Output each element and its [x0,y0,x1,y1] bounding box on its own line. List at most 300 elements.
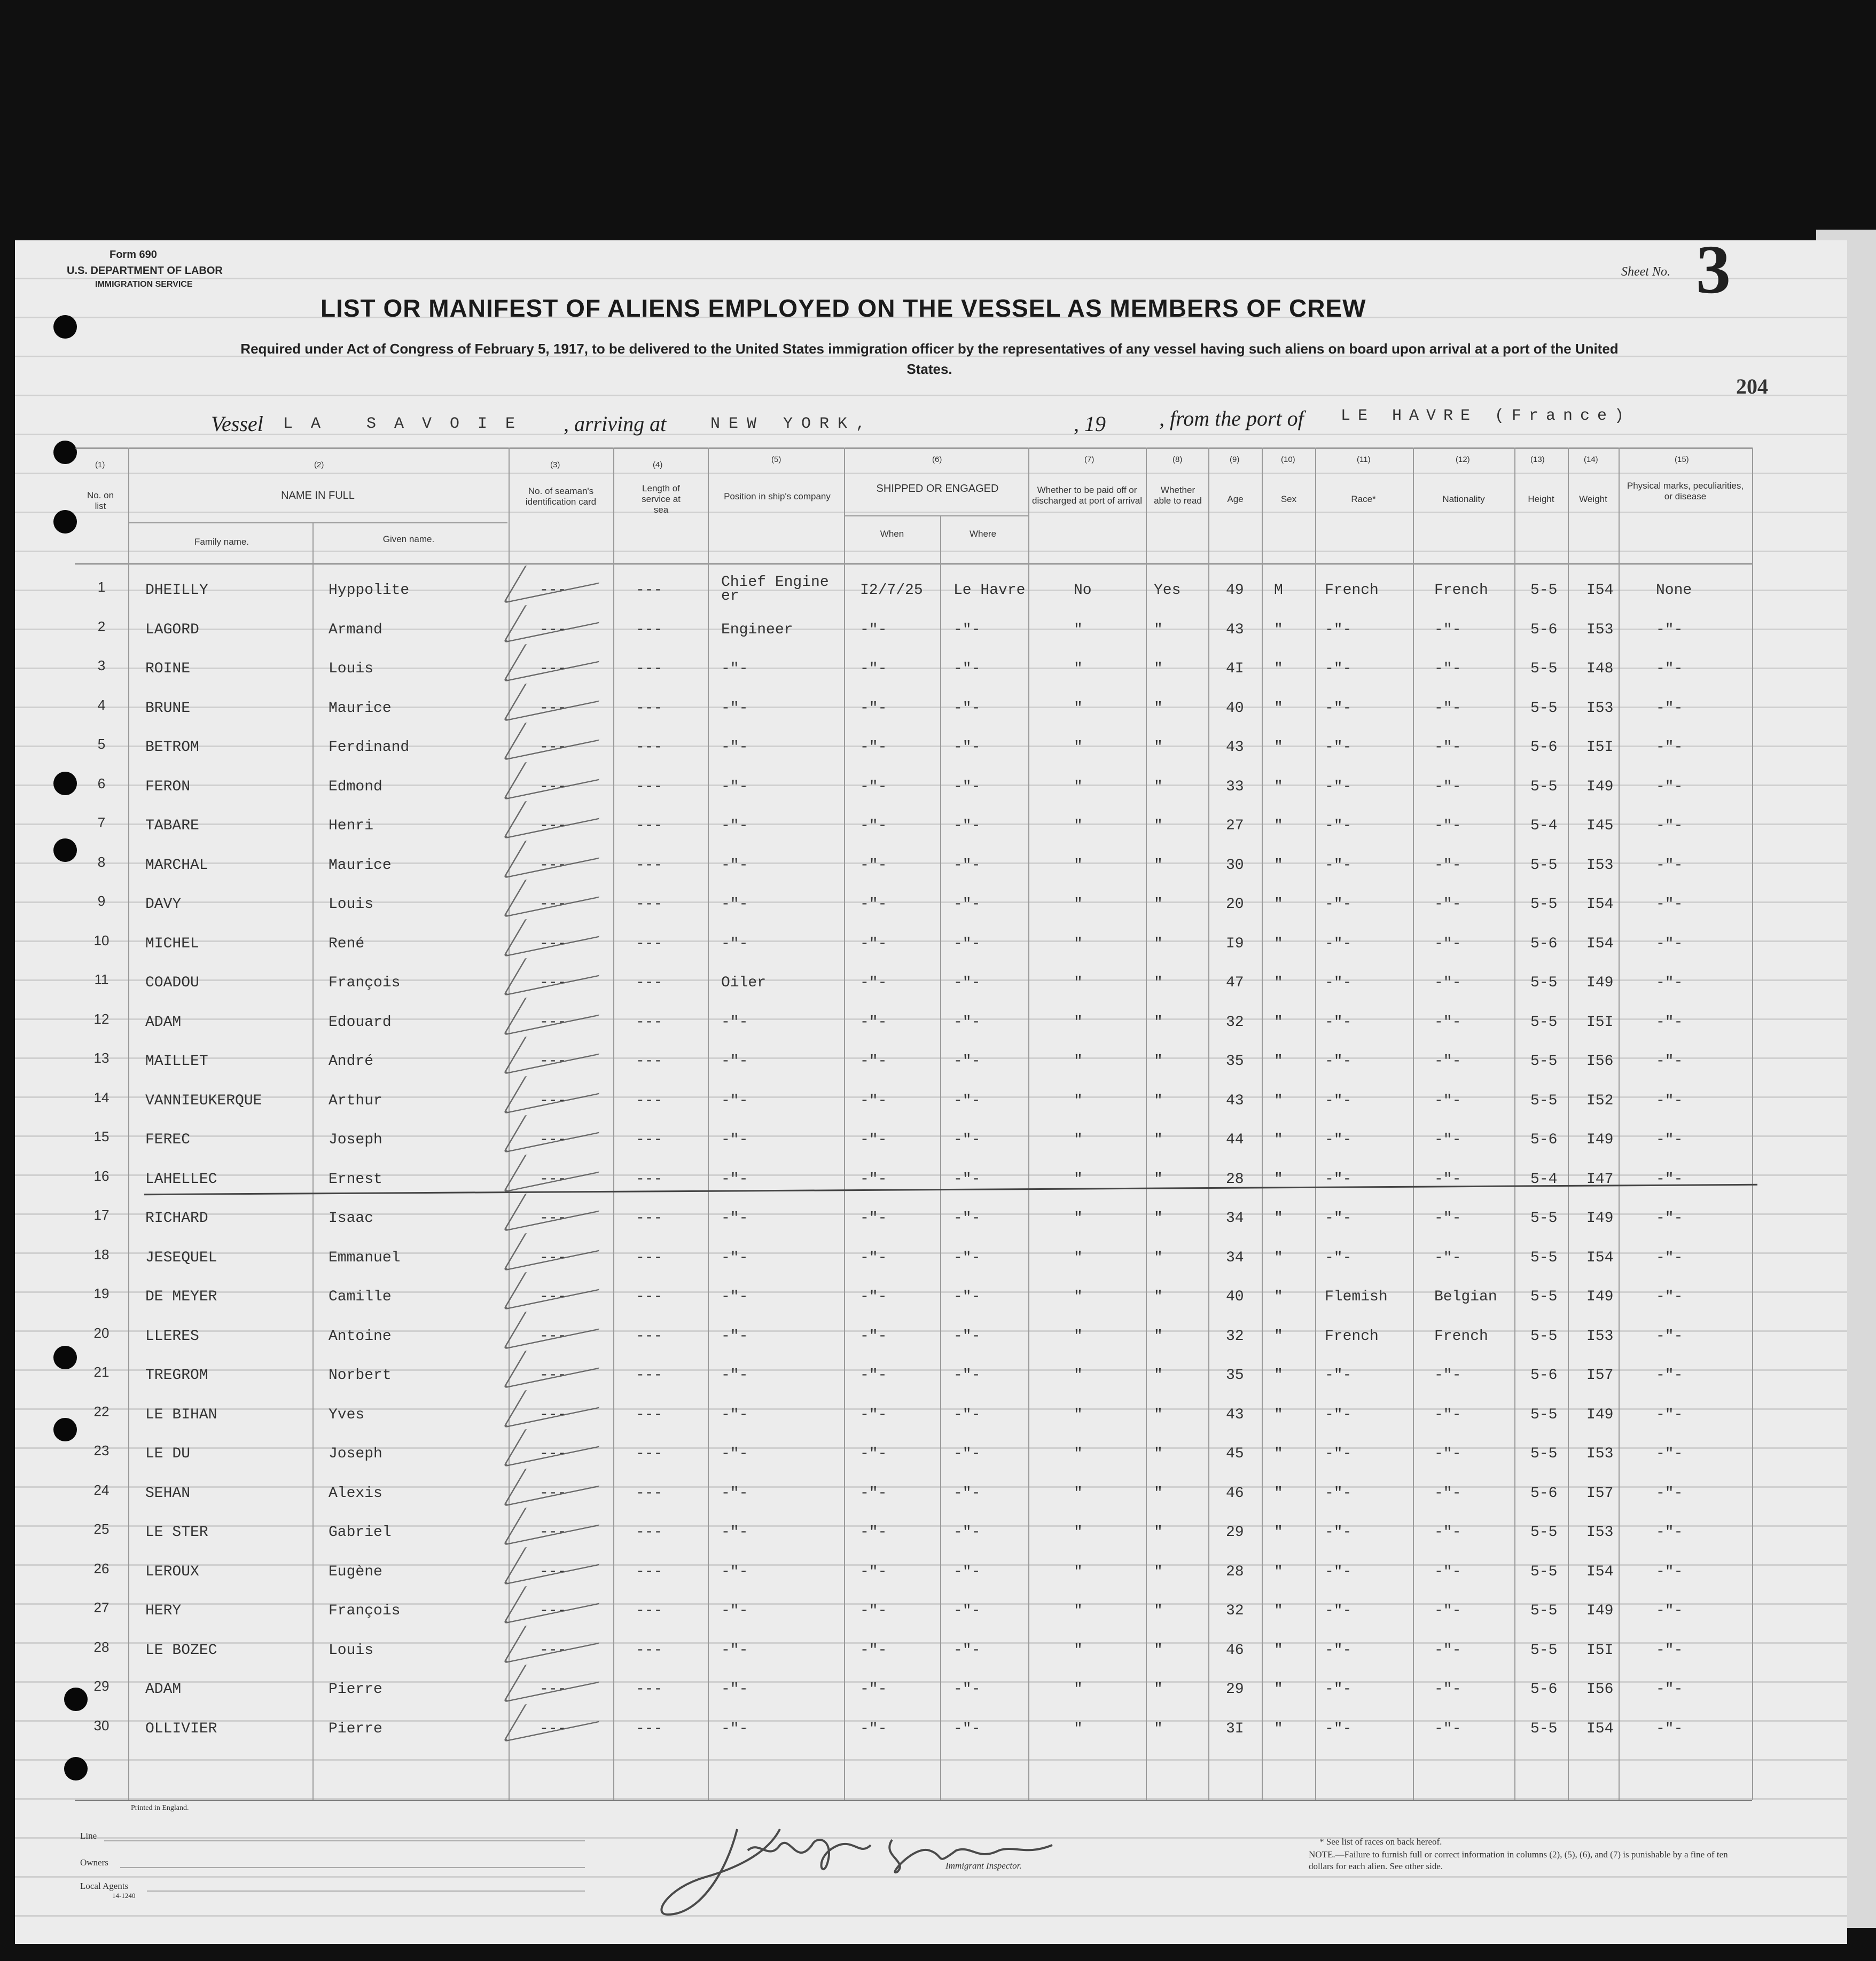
able-to-read-cell: " [1154,1092,1163,1109]
shipped-where-cell: -"- [953,975,981,991]
sex-cell: " [1274,1603,1283,1619]
shipped-when-cell: -"- [860,1210,887,1227]
shipped-where-cell: -"- [953,1171,981,1188]
able-to-read-cell: " [1154,975,1163,991]
age-cell: 47 [1226,975,1244,991]
service-length-cell: --- [636,1642,663,1659]
given-name-cell: André [329,1053,374,1070]
id-card-cell: --- [540,1681,567,1698]
binder-hole [53,315,77,339]
service-length-cell: --- [636,1210,663,1227]
height-cell: 5-6 [1530,739,1558,756]
physical-marks-cell: -"- [1656,1328,1683,1345]
service-length-cell: --- [636,1720,663,1737]
nationality-cell: -"- [1434,1092,1461,1109]
able-to-read-cell: " [1154,935,1163,952]
weight-cell: I54 [1586,896,1614,913]
physical-marks-cell: -"- [1656,1681,1683,1698]
position-cell: -"- [721,700,748,717]
service-length-cell: --- [636,1524,663,1541]
physical-marks-cell: -"- [1656,975,1683,991]
height-cell: 5-5 [1530,1603,1558,1619]
col-divider [1315,448,1316,1800]
where-header: Where [969,529,997,539]
able-to-read-cell: Yes [1154,582,1181,599]
sex-cell: " [1274,661,1283,677]
service-length-cell: --- [636,1406,663,1423]
age-cell: 28 [1226,1171,1244,1188]
weight-cell: I5I [1586,1642,1614,1659]
shipped-where-cell: -"- [953,1289,981,1305]
sheet-number: 3 [1696,231,1731,308]
col-number: (7) [1084,455,1095,464]
col-number: (6) [932,455,942,464]
service-length-cell: --- [636,1014,663,1031]
sex-cell: " [1274,621,1283,638]
row-number: 19 [93,1285,110,1301]
weight-cell: I54 [1586,1563,1614,1580]
family-name-cell: VANNIEUKERQUE [145,1092,262,1109]
age-cell: 35 [1226,1367,1244,1384]
id-card-cell: --- [540,1406,567,1423]
row-number: 11 [94,971,109,987]
service-length-cell: --- [636,975,663,991]
height-cell: 5-5 [1530,1720,1558,1737]
shipped-when-cell: -"- [860,975,887,991]
row-number: 16 [93,1167,110,1184]
position-cell: -"- [721,1328,748,1345]
age-cell: 32 [1226,1603,1244,1619]
id-card-cell: --- [540,739,567,756]
nationality-cell: -"- [1434,1171,1461,1188]
col-divider [1146,448,1147,1800]
paid-off-cell: " [1074,1681,1083,1698]
able-to-read-cell: " [1154,1053,1163,1070]
given-name-cell: Alexis [329,1485,382,1502]
shipped-when-cell: -"- [860,1406,887,1423]
age-cell: 45 [1226,1446,1244,1462]
physical-marks-cell: -"- [1656,1249,1683,1266]
weight-cell: I54 [1586,1249,1614,1266]
race-cell: -"- [1325,739,1352,756]
given-name-cell: Yves [329,1406,365,1423]
nationality-cell: -"- [1434,1210,1461,1227]
height-cell: 5-4 [1530,818,1558,834]
race-cell: -"- [1325,1053,1352,1070]
family-name-cell: SEHAN [145,1485,191,1502]
able-to-read-cell: " [1154,1249,1163,1266]
able-to-read-cell: " [1154,1406,1163,1423]
weight-cell: I53 [1586,1524,1614,1541]
row-number: 4 [97,696,106,713]
row-number: 22 [93,1403,110,1419]
race-cell: French [1325,582,1379,599]
col-number: (11) [1357,455,1371,464]
physical-marks-cell: -"- [1656,896,1683,913]
given-name-cell: Pierre [329,1720,382,1737]
able-to-read-cell: " [1154,621,1163,638]
weight-cell: I54 [1586,1720,1614,1737]
col-divider [1262,448,1263,1800]
shipped-or-engaged-header: SHIPPED OR ENGAGED [876,483,999,495]
position-cell: -"- [721,1485,748,1502]
age-cell: 32 [1226,1014,1244,1031]
age-cell: 46 [1226,1485,1244,1502]
physical-marks-cell: -"- [1656,661,1683,677]
age-cell: 32 [1226,1328,1244,1345]
sex-cell: " [1274,935,1283,952]
shipped-when-cell: -"- [860,778,887,795]
shipped-where-cell: -"- [953,1720,981,1737]
weight-cell: I5I [1586,1014,1614,1031]
height-cell: 5-5 [1530,896,1558,913]
shipped-where-cell: -"- [953,1014,981,1031]
paid-off-cell: " [1074,1171,1083,1188]
family-name-cell: LE BIHAN [145,1406,217,1423]
table-top-rule [75,448,1752,449]
height-cell: 5-5 [1530,1524,1558,1541]
family-name-cell: MICHEL [145,935,199,952]
physical-marks-cell: -"- [1656,1603,1683,1619]
race-header: Race* [1351,494,1376,504]
shipped-where-cell: -"- [953,896,981,913]
race-cell: -"- [1325,1446,1352,1462]
shipped-when-cell: -"- [860,935,887,952]
position-cell: -"- [721,661,748,677]
weight-cell: I53 [1586,700,1614,717]
id-card-cell: --- [540,1249,567,1266]
service-label: IMMIGRATION SERVICE [95,280,193,289]
given-name-cell: Louis [329,896,374,913]
given-name-cell: Ferdinand [329,739,410,756]
height-cell: 5-6 [1530,935,1558,952]
given-name-cell: Joseph [329,1446,382,1462]
family-name-cell: LAHELLEC [145,1171,217,1188]
able-to-read-cell: " [1154,1485,1163,1502]
physical-marks-cell: -"- [1656,1171,1683,1188]
page-number: 204 [1736,374,1768,398]
position-cell: -"- [721,1053,748,1070]
shipped-where-cell: -"- [953,621,981,638]
nationality-cell: -"- [1434,857,1461,874]
given-name-cell: Antoine [329,1328,392,1345]
height-cell: 5-6 [1530,1485,1558,1502]
shipped-where-cell: -"- [953,1603,981,1619]
col-divider [509,448,510,1800]
position-cell: -"- [721,1249,748,1266]
shipped-when-cell: -"- [860,1132,887,1148]
race-cell: -"- [1325,1367,1352,1384]
service-length-cell: --- [636,700,663,717]
age-cell: 28 [1226,1563,1244,1580]
able-to-read-cell: " [1154,1603,1163,1619]
row-number: 12 [93,1010,110,1027]
binder-hole [53,441,77,464]
position-cell: -"- [721,896,748,913]
when-header: When [880,529,904,539]
family-name-cell: TABARE [145,818,199,834]
race-footnote: * See list of races on back hereof. [1319,1837,1442,1847]
row-number: 20 [93,1324,110,1341]
age-cell: 4I [1226,661,1244,677]
sex-cell: " [1274,1014,1283,1031]
height-cell: 5-5 [1530,582,1558,599]
col-divider [1514,448,1515,1800]
given-name-cell: François [329,1603,401,1619]
age-cell: 29 [1226,1524,1244,1541]
age-cell: 44 [1226,1132,1244,1148]
physical-marks-cell: -"- [1656,1014,1683,1031]
shipped-where-cell: -"- [953,1563,981,1580]
position-cell: -"- [721,1681,748,1698]
shipped-when-cell: -"- [860,1171,887,1188]
able-to-read-cell: " [1154,739,1163,756]
age-cell: 35 [1226,1053,1244,1070]
col-divider [613,448,614,1800]
shipped-when-cell: -"- [860,1642,887,1659]
paid-off-cell: " [1074,818,1083,834]
sex-cell: " [1274,1563,1283,1580]
position-cell: -"- [721,1171,748,1188]
agents-rule [147,1891,585,1892]
paid-off-cell: " [1074,1014,1083,1031]
weight-cell: I57 [1586,1367,1614,1384]
nationality-cell: -"- [1434,1053,1461,1070]
paid-off-cell: " [1074,857,1083,874]
given-name-cell: François [329,975,401,991]
shipped-where-cell: -"- [953,1210,981,1227]
shipped-when-cell: -"- [860,1446,887,1462]
shipped-where-cell: -"- [953,1053,981,1070]
position-cell: -"- [721,1406,748,1423]
able-to-read-cell: " [1154,1171,1163,1188]
given-name-cell: Isaac [329,1210,374,1227]
row-number: 28 [93,1638,110,1655]
family-name-cell: MARCHAL [145,857,208,874]
paid-off-cell: " [1074,1367,1083,1384]
nationality-cell: -"- [1434,700,1461,717]
nationality-cell: -"- [1434,778,1461,795]
vessel-label: Vessel [211,412,263,436]
id-card-cell: --- [540,1014,567,1031]
shipped-where-cell: -"- [953,1485,981,1502]
physical-marks-cell: -"- [1656,700,1683,717]
shipped-where-cell: -"- [953,1367,981,1384]
shipped-when-cell: -"- [860,1328,887,1345]
family-name-cell: OLLIVIER [145,1720,217,1737]
paid-off-cell: " [1074,1053,1083,1070]
nationality-cell: -"- [1434,661,1461,677]
col-divider [1619,448,1620,1800]
id-card-cell: --- [540,1367,567,1384]
paid-off-cell: " [1074,1720,1083,1737]
given-name-cell: Gabriel [329,1524,392,1541]
col-number: (14) [1584,455,1598,464]
able-to-read-cell: " [1154,700,1163,717]
weight-cell: I49 [1586,1603,1614,1619]
position-cell: -"- [721,1642,748,1659]
sex-cell: " [1274,1210,1283,1227]
age-cell: 40 [1226,700,1244,717]
physical-marks-cell: -"- [1656,1563,1683,1580]
race-cell: -"- [1325,1132,1352,1148]
position-cell: Oiler [721,975,767,991]
id-card-cell: --- [540,1485,567,1502]
physical-marks-cell: -"- [1656,1289,1683,1305]
weight-cell: I49 [1586,1210,1614,1227]
height-cell: 5-4 [1530,1171,1558,1188]
shipped-when-cell: -"- [860,1367,887,1384]
given-name-cell: Camille [329,1289,392,1305]
row-number: 14 [93,1089,110,1105]
shipped-when-cell: -"- [860,1053,887,1070]
paid-off-cell: " [1074,1642,1083,1659]
col-number: (9) [1230,455,1240,464]
row-number: 29 [93,1678,110,1694]
given-name-cell: Emmanuel [329,1249,401,1266]
paid-off-header: Whether to be paid off or discharged at port of arrival [1032,485,1142,506]
age-cell: I9 [1226,935,1244,952]
service-length-cell: --- [636,621,663,638]
sex-cell: " [1274,857,1283,874]
given-name-cell: Armand [329,621,382,638]
length-of-service-header: Length of service at sea [642,483,681,515]
paid-off-cell: " [1074,1289,1083,1305]
shipped-where-cell: -"- [953,739,981,756]
shipped-where-cell: -"- [953,661,981,677]
id-card-cell: --- [540,700,567,717]
name-in-full-header: NAME IN FULL [281,490,355,501]
shipped-where-cell: -"- [953,1446,981,1462]
age-cell: 34 [1226,1210,1244,1227]
paid-off-cell: " [1074,1210,1083,1227]
given-name-cell: Hyppolite [329,582,410,599]
service-length-cell: --- [636,1328,663,1345]
name-subheader-rule [128,522,507,523]
line-rule [104,1840,585,1841]
position-cell: -"- [721,857,748,874]
shipped-when-cell: -"- [860,1014,887,1031]
height-cell: 5-5 [1530,1092,1558,1109]
weight-cell: I47 [1586,1171,1614,1188]
col-divider [1568,448,1569,1800]
shipped-where-cell: -"- [953,935,981,952]
paid-off-cell: " [1074,896,1083,913]
sex-header: Sex [1280,494,1297,504]
weight-cell: I54 [1586,582,1614,599]
physical-marks-cell: -"- [1656,1720,1683,1737]
race-cell: -"- [1325,975,1352,991]
sex-cell: " [1274,739,1283,756]
service-length-cell: --- [636,1603,663,1619]
shipped-when-cell: -"- [860,739,887,756]
position-cell: -"- [721,1210,748,1227]
height-cell: 5-6 [1530,1681,1558,1698]
race-cell: -"- [1325,1249,1352,1266]
row-number: 26 [93,1560,110,1576]
age-cell: 30 [1226,857,1244,874]
arriving-label: , arriving at [564,412,667,436]
position-cell: -"- [721,1132,748,1148]
service-length-cell: --- [636,1289,663,1305]
given-name-cell: Louis [329,661,374,677]
row-number: 10 [93,932,110,948]
sex-cell: " [1274,1132,1283,1148]
age-cell: 27 [1226,818,1244,834]
physical-marks-cell: -"- [1656,778,1683,795]
able-to-read-cell: " [1154,1446,1163,1462]
id-card-cell: --- [540,975,567,991]
nationality-cell: -"- [1434,1132,1461,1148]
family-name-cell: LAGORD [145,621,199,638]
service-length-cell: --- [636,935,663,952]
paid-off-cell: " [1074,661,1083,677]
position-cell: -"- [721,935,748,952]
service-length-cell: --- [636,582,663,599]
row-number: 3 [97,657,106,673]
physical-marks-cell: -"- [1656,1406,1683,1423]
physical-marks-header: Physical marks, peculiarities, or disease [1627,481,1744,501]
id-card-cell: --- [540,661,567,677]
race-cell: -"- [1325,778,1352,795]
physical-marks-cell: -"- [1656,1092,1683,1109]
weight-cell: I53 [1586,1446,1614,1462]
nationality-cell: -"- [1434,1524,1461,1541]
family-name-cell: ADAM [145,1014,182,1031]
age-cell: 49 [1226,582,1244,599]
departure-port: LE HAVRE (France) [1341,407,1632,425]
given-name-cell: Edmond [329,778,382,795]
race-cell: -"- [1325,935,1352,952]
shipped-when-cell: I2/7/25 [860,582,923,599]
id-card-cell: --- [540,1563,567,1580]
row-number: 25 [93,1521,110,1537]
physical-marks-cell: None [1656,582,1692,599]
shipped-where-cell: -"- [953,1092,981,1109]
height-cell: 5-5 [1530,1053,1558,1070]
weight-cell: I53 [1586,857,1614,874]
nationality-cell: -"- [1434,739,1461,756]
sex-cell: " [1274,1446,1283,1462]
row-number: 23 [93,1442,110,1458]
race-cell: Flemish [1325,1289,1388,1305]
col-divider [844,448,845,1800]
table-bottom-rule [75,1800,1752,1801]
sex-cell: " [1274,700,1283,717]
paid-off-cell: " [1074,1328,1083,1345]
shipped-when-cell: -"- [860,1720,887,1737]
owners-label: Owners [80,1857,108,1868]
paid-off-cell: " [1074,621,1083,638]
race-cell: -"- [1325,1524,1352,1541]
nationality-cell: -"- [1434,1603,1461,1619]
weight-cell: I53 [1586,1328,1614,1345]
shipped-when-cell: -"- [860,700,887,717]
id-card-cell: --- [540,935,567,952]
height-cell: 5-6 [1530,1132,1558,1148]
id-card-cell: --- [540,1053,567,1070]
binder-hole [64,1757,88,1780]
row-number: 21 [93,1364,110,1380]
family-name-cell: FERON [145,778,191,795]
service-length-cell: --- [636,1132,663,1148]
binder-hole [53,510,77,534]
col-number: (1) [95,460,105,469]
position-cell: Engineer [721,621,793,638]
given-name-cell: Norbert [329,1367,392,1384]
paid-off-cell: " [1074,1249,1083,1266]
weight-header: Weight [1579,494,1607,504]
